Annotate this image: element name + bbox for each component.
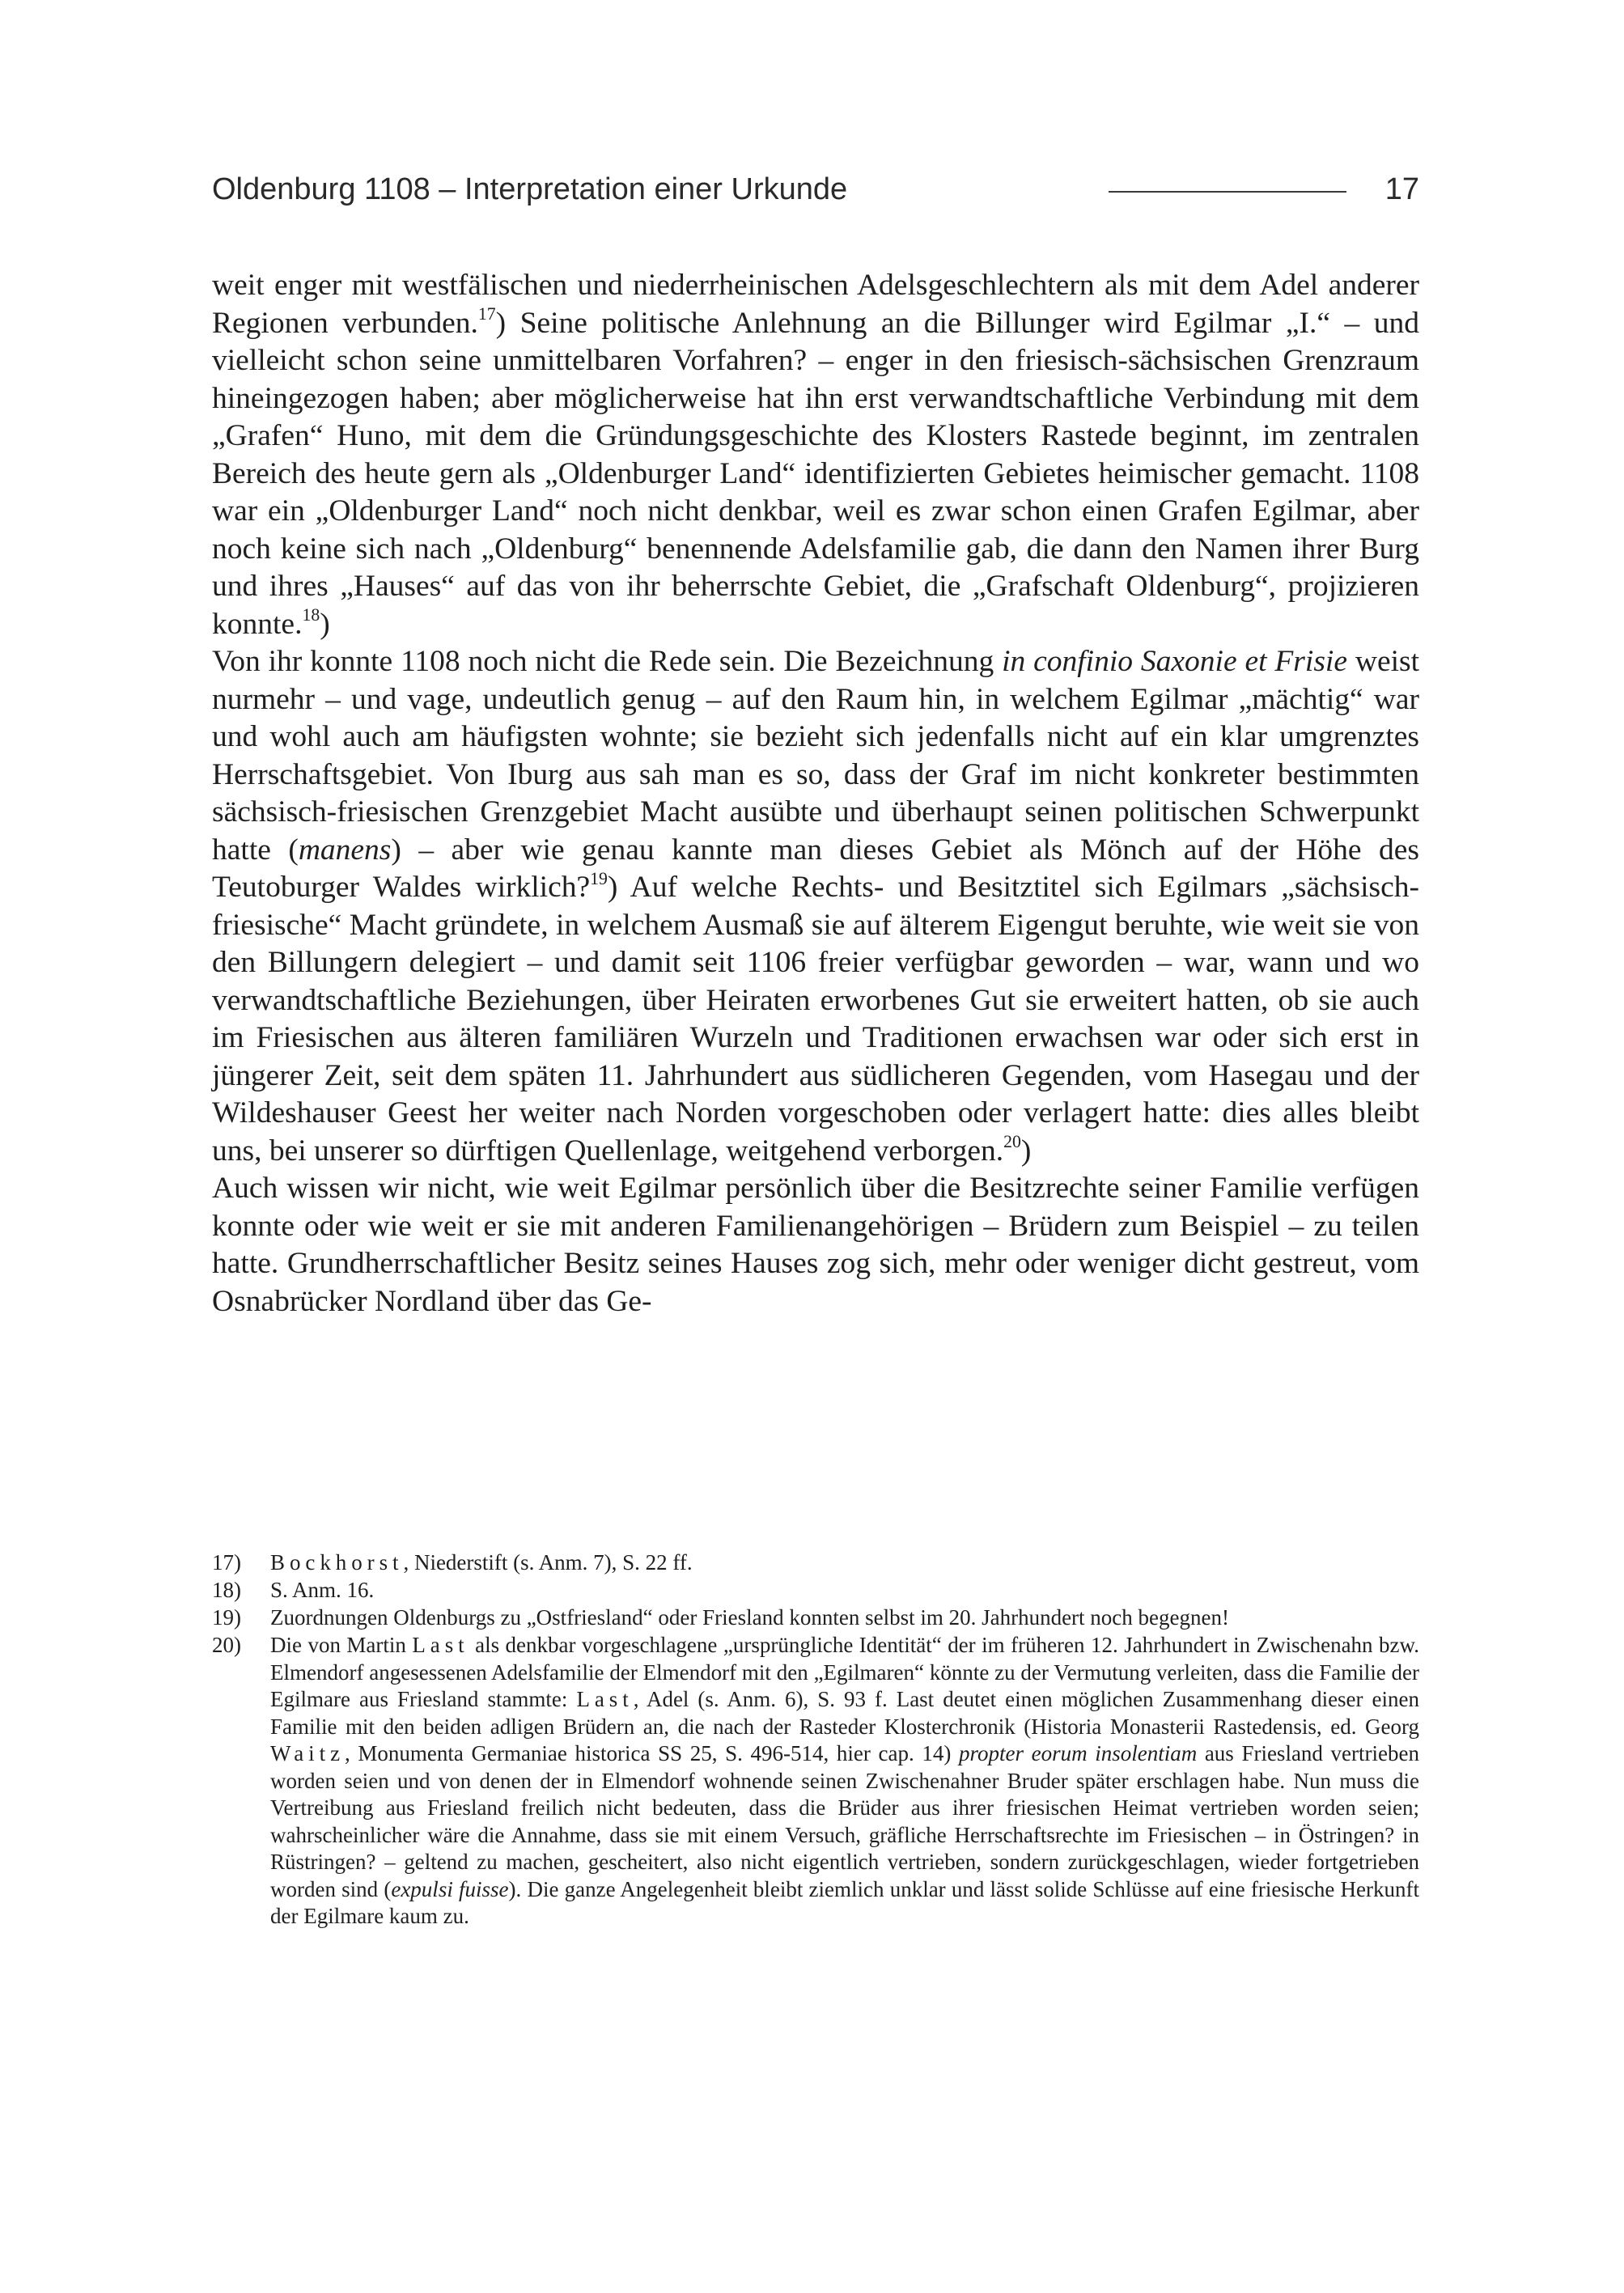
footnote-text: als denkbar vorgeschlagene „ursprüngliche Identität“ der im früheren 12. Jahrhundert in Zwischenahn bzw. Elmendorf angesessenen Adelsfamilie der Elmendorf mit den „Egilmaren“ könnte zu der Vermutung verleiten, dass die Familie der Egilmare aus Friesland stammte: [270,1633,1419,1711]
text-segment: Von ihr konnte 1108 noch nicht die Rede sein. Die Bezeichnung [212,645,994,678]
author-name: Last [412,1633,469,1657]
text-segment: weit enger mit westfälischen und niederrheinischen Adelsgeschlechtern als mit dem Adel anderer Regionen verbunden. [212,269,1419,340]
footnotes [212,1549,1419,1931]
author-name: Bockhorst [270,1550,404,1575]
page-number: 17 [1384,172,1419,206]
footnote-ref-17[interactable]: 17 [477,304,496,324]
text-segment: ) Seine politische Anlehnung an die Billunger wird Egilmar „I.“ – und vielleicht schon seine unmittelbaren Vorfahren? – enger in den friesisch-sächsischen Grenzraum hineingezogen haben; aber möglicherweise hat ihn erst verwandtschaftliche Verbindung mit dem „Grafen“ Huno, mit dem die Gründungsgeschichte des Klosters Rastede beginnt, im zentralen Bereich des heute gern als „Oldenburger Land“ identifizierten Gebietes heimischer gemacht. 1108 war ein „Oldenburger Land“ noch nicht denkbar, weil es zwar schon einen Grafen Egilmar, aber noch keine sich nach „Oldenburg“ benennende Adelsfamilie gab, die dann den Namen ihrer Burg und ihres „Hauses“ auf das von ihr beherrschte Gebiet, die „Grafschaft Oldenburg“, projizieren konnte. [212,306,1419,641]
footnote-text: Die von Martin [270,1633,406,1657]
footnote-number: 18) [212,1578,241,1602]
footnote-ref-18[interactable]: 18 [302,605,320,625]
footnote-text: S. Anm. 16. [270,1578,375,1602]
footnote-20 [212,1632,1419,1931]
footnote-ref-19[interactable]: 19 [590,868,608,888]
latin-phrase: expulsi fuisse [391,1876,509,1901]
footnote-ref-20[interactable]: 20 [1003,1132,1021,1152]
text-segment: ) [320,607,330,641]
running-head-title: Oldenburg 1108 – Interpretation einer Urkunde [212,172,848,206]
text-segment: ) [1020,1134,1032,1168]
main-text [212,267,1419,1320]
paragraph [212,643,1419,1170]
paragraph [212,267,1419,643]
footnote-number: 17) [212,1550,241,1575]
footnote-text: , Adel (s. Anm. 6), S. 93 f. Last deutet einen möglichen Zusammenhang dieser einen Familie mit den beiden adligen Brüdern an, die nach der Rasteder Klosterchronik (Historia Monasterii Rastedensis, ed. Georg [270,1687,1420,1739]
latin-phrase: propter eorum insolentiam [958,1741,1198,1765]
text-segment: Auch wissen wir nicht, wie weit Egilmar persönlich über die Besitzrechte seiner Familie verfügen konnte oder wie weit er sie mit anderen Familienangehörigen – Brüdern zum Beispiel – zu teilen hatte. Grundherrschaftlicher Besitz seines Hauses zog sich, mehr oder weniger dicht gestreut, vom Osnabrücker Nordland über das Ge- [212,1172,1419,1318]
footnote-18 [212,1577,1419,1604]
footnote-17 [212,1549,1419,1577]
author-name: Waitz [270,1741,345,1765]
text-segment: ) – aber wie genau kannte man dieses Gebiet als Mönch auf der Höhe des Teutoburger Waldes wirklich? [212,833,1419,904]
footnote-text: aus Friesland vertrieben worden seien und von denen der in Elmendorf wohnende seinen Zwischenahner Bruder später erschlagen habe. Nun muss die Vertreibung aus Friesland freilich nicht bedeuten, dass die Brüder aus ihrer friesischen Heimat vertrieben worden seien; wahrscheinlicher wäre die Annahme, dass sie mit einem Versuch, gräfliche Herrschaftsrechte im Friesischen – in Östringen? in Rüstringen? – geltend zu machen, gescheitert, also nicht eigentlich vertrieben, sondern zurückgeschlagen, wieder fortgetrieben worden sind ( [270,1741,1419,1901]
footnote-number: 19) [212,1605,241,1630]
footnote-number: 20) [212,1633,241,1657]
footnote-19 [212,1604,1419,1632]
latin-phrase: manens [298,833,392,867]
paragraph [212,1170,1419,1320]
text-segment: weist nurmehr – und vage, undeutlich genug – auf den Raum hin, in welchem Egilmar „mächtig“ war und wohl auch am häufigsten wohnte; sie bezieht sich jedenfalls nicht auf ein klar umgrenztes Herrschaftsgebiet. Von Iburg aus sah man es so, dass der Graf im nicht konkreter bestimmten sächsisch-friesischen Grenzgebiet Macht ausübte und überhaupt seinen politischen Schwerpunkt hatte ( [212,645,1420,867]
text-segment: ) Auf welche Rechts- und Besitztitel sich Egilmars „sächsisch-friesische“ Macht gründete, in welchem Ausmaß sie auf älterem Eigengut beruhte, wie weit sie von den Billungern delegiert – und damit seit 1106 freier verfügbar geworden – war, wann und wo verwandtschaftliche Beziehungen, über Heiraten erworbenes Gut sie erweitert hatten, ob sie auch im Friesischen aus älteren familiären Wurzeln und Traditionen erwachsen war oder sich erst in jüngerer Zeit, seit dem späten 11. Jahrhundert aus südlicheren Gegenden, vom Hasegau und der Wildeshauser Geest her weiter nach Norden vorgeschoben oder verlagert hatte: dies alles bleibt uns, bei unserer so dürftigen Quellenlage, weitgehend verborgen. [212,871,1419,1168]
running-head [212,167,1419,212]
footnote-text: , Niederstift (s. Anm. 7), S. 22 ff. [403,1550,693,1575]
running-head-rule [1109,191,1346,193]
footnote-text: , Monumenta Germaniae historica SS 25, S. 496-514, hier cap. 14) [345,1741,952,1765]
latin-phrase: in confinio Saxonie et Frisie [1002,645,1347,678]
author-name: Last [576,1687,634,1711]
footnote-text: Zuordnungen Oldenburgs zu „Ostfriesland“ oder Friesland konnten selbst im 20. Jahrhundert noch begegnen! [270,1605,1229,1630]
footnote-text: ). Die ganze Angelegenheit bleibt ziemlich unklar und lässt solide Schlüsse auf eine friesische Herkunft der Egilmare kaum zu. [270,1876,1419,1928]
